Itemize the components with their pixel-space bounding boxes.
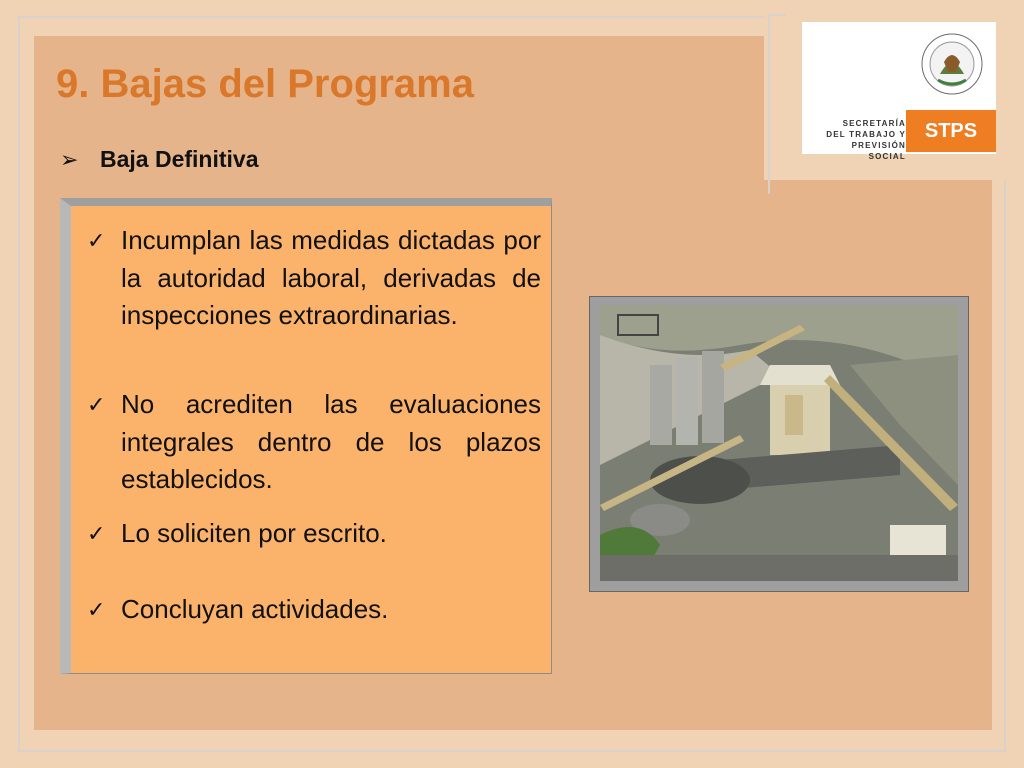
stps-logo xyxy=(802,22,996,161)
checkmark-icon: ✓ xyxy=(87,597,106,622)
list-item xyxy=(87,386,541,499)
list-item-text: No acrediten las evaluaciones integrales dentro de los plazos establecidos. xyxy=(121,389,541,494)
subtitle-row xyxy=(60,146,259,173)
list-item-text: Concluyan actividades. xyxy=(121,594,389,624)
industrial-plant-photo xyxy=(600,305,958,581)
stps-name-line1: SECRETARÍA xyxy=(842,119,906,128)
list-item xyxy=(87,591,541,629)
slide-title: 9. Bajas del Programa xyxy=(56,62,474,106)
stps-name-line3: PREVISIÓN SOCIAL xyxy=(851,141,906,161)
stps-acronym: STPS xyxy=(924,120,978,142)
logo-border xyxy=(768,14,786,194)
arrow-bullet-icon: ➢ xyxy=(60,146,79,172)
list-item-text: Lo soliciten por escrito. xyxy=(121,518,387,548)
checkmark-icon: ✓ xyxy=(87,392,106,417)
stps-name-line2: DEL TRABAJO Y xyxy=(826,130,906,139)
list-item-text: Incumplan las medidas dictadas por la autoridad laboral, derivadas de inspecciones extraordinarias. xyxy=(121,225,541,330)
subtitle: Baja Definitiva xyxy=(100,146,259,172)
photo-frame xyxy=(589,296,969,592)
list-item xyxy=(87,515,541,553)
checkmark-icon: ✓ xyxy=(87,521,106,546)
list-item xyxy=(87,222,541,335)
criteria-list-card xyxy=(60,198,552,674)
stps-name xyxy=(822,118,906,162)
checkmark-icon: ✓ xyxy=(87,228,106,253)
